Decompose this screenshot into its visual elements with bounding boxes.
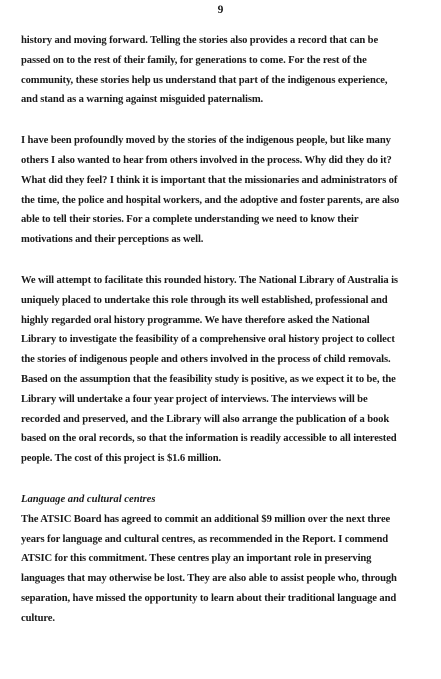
- document-body: [21, 31, 429, 629]
- text-line: We will attempt to facilitate this rounded history. The National Library of Australia is: [21, 274, 398, 286]
- text-line: years for language and cultural centres, as recommended in the Report. I commend: [21, 533, 389, 545]
- text-line: the time, the police and hospital workers, and the adoptive and foster parents, are also: [21, 194, 400, 206]
- text-line: uniquely placed to undertake this role through its well established, professional and: [21, 294, 388, 306]
- text-line: highly regarded oral history programme. We have therefore asked the National: [21, 314, 370, 326]
- paragraph-language-centres: [21, 510, 429, 629]
- text-line: based on the oral records, so that the information is readily accessible to all interested: [21, 433, 397, 445]
- text-line: I have been profoundly moved by the stories of the indigenous people, but like many: [21, 135, 391, 147]
- section-heading: Language and cultural centres: [21, 493, 156, 505]
- text-line: and stand as a warning against misguided paternalism.: [21, 94, 264, 106]
- text-line: What did they feel? I think it is important that the missionaries and administrators of: [21, 174, 398, 186]
- text-line: others I also wanted to hear from others involved in the process. Why did they do it?: [21, 154, 392, 166]
- text-line: people. The cost of this project is $1.6 million.: [21, 453, 222, 465]
- text-line: separation, have missed the opportunity to learn about their traditional language and: [21, 592, 397, 604]
- text-line: the stories of indigenous people and others involved in the process of child removals.: [21, 354, 391, 366]
- paragraph-oral-history: [21, 271, 429, 469]
- page-number: 9: [217, 4, 224, 16]
- text-line: history and moving forward. Telling the stories also provides a record that can be: [21, 35, 379, 46]
- text-line: motivations and their perceptions as well.: [21, 234, 204, 246]
- text-line: ATSIC for this commitment. These centres play an important role in preserving: [21, 553, 372, 565]
- paragraph-history: [21, 31, 429, 110]
- text-line: The ATSIC Board has agreed to commit an additional $9 million over the next three: [21, 513, 391, 525]
- text-line: languages that may otherwise be lost. They are also able to assist people who, through: [21, 573, 397, 585]
- text-line: able to tell their stories. For a complete understanding we need to know their: [21, 214, 359, 226]
- text-line: Library will undertake a four year project of interviews. The interviews will be: [21, 393, 368, 405]
- text-line: community, these stories help us understand that part of the indigenous experience,: [21, 74, 388, 86]
- text-line: recorded and preserved, and the Library will also arrange the publication of a book: [21, 413, 390, 425]
- text-line: Based on the assumption that the feasibility study is positive, as we expect it to be, the: [21, 373, 396, 385]
- text-line: Library to investigate the feasibility of a comprehensive oral history project to collect: [21, 334, 395, 346]
- paragraph-others-involved: [21, 131, 429, 250]
- text-line: passed on to the rest of their family, for generations to come. For the rest of the: [21, 54, 367, 66]
- text-line: culture.: [21, 612, 55, 624]
